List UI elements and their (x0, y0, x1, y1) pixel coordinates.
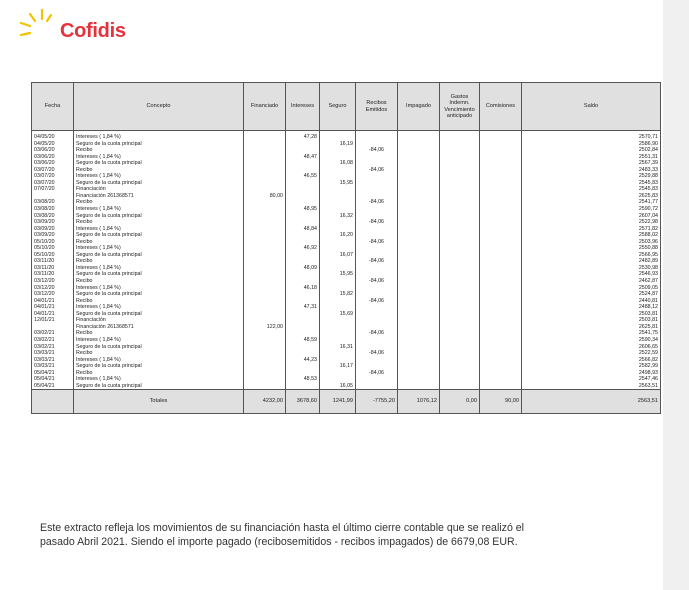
cell-saldo: 2529,88 (522, 173, 661, 180)
cell-saldo: 2522,59 (522, 350, 661, 357)
cell-saldo: 2530,98 (522, 265, 661, 272)
cell-recibos-emitidos: -84,06 (356, 350, 398, 357)
cell-saldo: 2607,04 (522, 213, 661, 220)
cell-fecha: 03/12/20 (32, 291, 74, 298)
cell-fecha: 03/06/20 (32, 147, 74, 154)
cell-concepto: Intereses ( 1,84 %) (74, 265, 244, 272)
cell-saldo: 2590,34 (522, 337, 661, 344)
cell-fecha: 04/05/20 (32, 131, 74, 141)
cell-fecha: 03/02/21 (32, 337, 74, 344)
cell-seguro (320, 131, 356, 141)
table-row (32, 383, 661, 390)
cell-concepto: Intereses ( 1,84 %) (74, 173, 244, 180)
cell-fecha: 03/07/20 (32, 173, 74, 180)
cell-concepto: Recibo (74, 167, 244, 174)
cell-concepto: Seguro de la cuota principal (74, 363, 244, 370)
cell-saldo: 2483,33 (522, 167, 661, 174)
cell-intereses: 46,18 (286, 285, 320, 292)
cell-intereses: 48,84 (286, 226, 320, 233)
cell-saldo: 2498,93 (522, 370, 661, 377)
cell-fecha: 03/12/20 (32, 278, 74, 285)
cell-concepto: Seguro de la cuota principal (74, 271, 244, 278)
cell-fecha: 04/05/20 (32, 141, 74, 148)
table-body (32, 131, 661, 390)
cell-concepto: Recibo (74, 278, 244, 285)
cell-gastos (440, 131, 480, 141)
cell-fecha: 04/01/21 (32, 311, 74, 318)
total-intereses: 3678,60 (286, 390, 320, 414)
cell-fecha: 03/08/20 (32, 199, 74, 206)
totals-row (32, 390, 661, 414)
cell-saldo: 2503,81 (522, 311, 661, 318)
cell-saldo: 2571,82 (522, 226, 661, 233)
cell-concepto: Recibo (74, 298, 244, 305)
cell-seguro: 15,82 (320, 291, 356, 298)
cell-concepto: Financiación 261368571 (74, 324, 244, 331)
cell-saldo: 2588,02 (522, 232, 661, 239)
cell-fecha: 03/12/20 (32, 285, 74, 292)
cell-saldo: 2488,12 (522, 304, 661, 311)
cell-saldo: 2545,83 (522, 180, 661, 187)
total-gastos: 0,00 (440, 390, 480, 414)
cell-concepto: Intereses ( 1,84 %) (74, 154, 244, 161)
cell-intereses: 44,23 (286, 357, 320, 364)
cell-fecha: 03/08/20 (32, 206, 74, 213)
cell-comisiones (480, 383, 522, 390)
totals-label: Totales (74, 390, 244, 414)
cell-fecha: 03/09/20 (32, 219, 74, 226)
cell-recibos-emitidos: -84,06 (356, 219, 398, 226)
cell-concepto: Recibo (74, 350, 244, 357)
cell-fecha: 03/08/20 (32, 213, 74, 220)
cell-concepto: Intereses ( 1,84 %) (74, 285, 244, 292)
statement-note-line-1: Este extracto refleja los movimientos de su financiación hasta el último cierre contable que se realizó el (40, 522, 525, 534)
cell-saldo: 2586,90 (522, 141, 661, 148)
cell-fecha: 12/01/21 (32, 317, 74, 324)
total-fecha (32, 390, 74, 414)
cell-fecha: 05/04/21 (32, 370, 74, 377)
column-header-fecha: Fecha (32, 83, 74, 131)
cell-concepto: Financiación (74, 317, 244, 324)
cell-concepto: Intereses ( 1,84 %) (74, 245, 244, 252)
cell-saldo: 2462,87 (522, 278, 661, 285)
cell-saldo: 2606,65 (522, 344, 661, 351)
total-comisiones: 90,00 (480, 390, 522, 414)
cell-saldo: 2509,05 (522, 285, 661, 292)
table-row (32, 131, 661, 141)
total-financiado: 4232,00 (244, 390, 286, 414)
cell-seguro: 16,08 (320, 160, 356, 167)
cell-saldo: 2566,82 (522, 357, 661, 364)
cell-impagado (398, 383, 440, 390)
cell-concepto: Recibo (74, 219, 244, 226)
cell-saldo: 2541,77 (522, 199, 661, 206)
cell-concepto: Recibo (74, 239, 244, 246)
cell-recibos-emitidos: -84,06 (356, 167, 398, 174)
cell-saldo: 2546,93 (522, 271, 661, 278)
cell-intereses: 46,92 (286, 245, 320, 252)
cell-comisiones (480, 131, 522, 141)
cell-fecha: 03/03/21 (32, 357, 74, 364)
cell-fecha: 05/10/20 (32, 239, 74, 246)
cell-saldo: 2590,72 (522, 206, 661, 213)
cell-fecha: 03/11/20 (32, 258, 74, 265)
column-header-comisiones: Comisiones (480, 83, 522, 131)
total-impagado: 1076,12 (398, 390, 440, 414)
cell-fecha: 03/11/20 (32, 265, 74, 272)
cell-fecha: 07/07/20 (32, 186, 74, 193)
cell-saldo: 2524,87 (522, 291, 661, 298)
cell-fecha: 03/07/20 (32, 180, 74, 187)
cell-fecha: 03/07/20 (32, 167, 74, 174)
cell-concepto: Recibo (74, 370, 244, 377)
cell-seguro: 16,31 (320, 344, 356, 351)
cell-seguro: 15,69 (320, 311, 356, 318)
cell-concepto: Intereses ( 1,84 %) (74, 131, 244, 141)
cell-fecha: 03/09/20 (32, 232, 74, 239)
cell-saldo: 2547,46 (522, 376, 661, 383)
statement-document (31, 82, 660, 506)
cell-concepto: Intereses ( 1,84 %) (74, 226, 244, 233)
column-header-concepto: Concepto (74, 83, 244, 131)
cell-seguro: 16,05 (320, 383, 356, 390)
cell-saldo: 2545,83 (522, 186, 661, 193)
cell-fecha: 03/03/21 (32, 363, 74, 370)
cell-concepto: Seguro de la cuota principal (74, 180, 244, 187)
cell-concepto: Financiación 261368571 (74, 193, 244, 200)
cell-fecha: 05/04/21 (32, 376, 74, 383)
cell-concepto: Seguro de la cuota principal (74, 213, 244, 220)
column-header-seguro: Seguro (320, 83, 356, 131)
cell-financiado (244, 131, 286, 141)
cell-concepto: Seguro de la cuota principal (74, 252, 244, 259)
total-saldo: 2563,51 (522, 390, 661, 414)
movements-table (31, 82, 661, 414)
cell-saldo: 2503,96 (522, 239, 661, 246)
cell-intereses: 47,28 (286, 131, 320, 141)
cell-recibos-emitidos: -84,06 (356, 147, 398, 154)
cell-seguro: 15,95 (320, 271, 356, 278)
cell-concepto: Intereses ( 1,84 %) (74, 304, 244, 311)
cell-saldo: 2582,99 (522, 363, 661, 370)
cell-saldo: 2625,83 (522, 193, 661, 200)
cell-concepto: Seguro de la cuota principal (74, 311, 244, 318)
cell-saldo: 2566,95 (522, 252, 661, 259)
cell-concepto: Seguro de la cuota principal (74, 291, 244, 298)
cell-seguro: 16,20 (320, 232, 356, 239)
cell-recibos-emitidos (356, 383, 398, 390)
cell-saldo: 2570,71 (522, 131, 661, 141)
cell-intereses: 48,47 (286, 154, 320, 161)
cell-impagado (398, 131, 440, 141)
cell-saldo: 2440,81 (522, 298, 661, 305)
cell-concepto: Intereses ( 1,84 %) (74, 337, 244, 344)
cell-fecha: 03/02/21 (32, 344, 74, 351)
column-header-saldo: Saldo (522, 83, 661, 131)
statement-note-line-2: pasado Abril 2021. Siendo el importe pagado (recibosemitidos - recibos impagados) de 6679,08 EUR. (40, 536, 518, 548)
cell-fecha: 03/02/21 (32, 330, 74, 337)
cell-intereses: 48,09 (286, 265, 320, 272)
cell-recibos-emitidos: -84,06 (356, 298, 398, 305)
cell-concepto: Recibo (74, 330, 244, 337)
column-header-intereses: Intereses (286, 83, 320, 131)
cell-concepto: Financiación (74, 186, 244, 193)
cell-fecha: 03/03/21 (32, 350, 74, 357)
total-seguro: 1241,99 (320, 390, 356, 414)
cell-fecha: 04/01/21 (32, 298, 74, 305)
column-header-financiado: Financiado (244, 83, 286, 131)
column-header-recibos-emitidos: Recibos Emitidos (356, 83, 398, 131)
cell-fecha: 04/01/21 (32, 304, 74, 311)
cell-fecha: 03/06/20 (32, 154, 74, 161)
cell-fecha: 05/10/20 (32, 245, 74, 252)
column-header-gastos: Gastos Indemn. Vencimiento anticipado (440, 83, 480, 131)
cell-recibos-emitidos: -84,06 (356, 258, 398, 265)
cell-saldo: 2503,81 (522, 317, 661, 324)
cell-saldo: 2502,84 (522, 147, 661, 154)
cell-concepto: Seguro de la cuota principal (74, 160, 244, 167)
cell-intereses (286, 383, 320, 390)
background-strip (663, 0, 689, 590)
cell-seguro: 16,19 (320, 141, 356, 148)
cell-saldo: 2522,98 (522, 219, 661, 226)
cell-fecha: 05/10/20 (32, 252, 74, 259)
cell-saldo: 2482,89 (522, 258, 661, 265)
cell-concepto: Recibo (74, 147, 244, 154)
cell-seguro: 16,07 (320, 252, 356, 259)
cell-recibos-emitidos: -84,06 (356, 370, 398, 377)
cell-saldo: 2625,81 (522, 324, 661, 331)
cell-fecha: 03/09/20 (32, 226, 74, 233)
cell-seguro: 16,32 (320, 213, 356, 220)
cell-concepto: Recibo (74, 199, 244, 206)
cell-intereses: 47,31 (286, 304, 320, 311)
cell-seguro: 15,95 (320, 180, 356, 187)
cell-recibos-emitidos (356, 131, 398, 141)
cell-seguro: 16,17 (320, 363, 356, 370)
cell-intereses: 46,55 (286, 173, 320, 180)
cell-concepto: Seguro de la cuota principal (74, 344, 244, 351)
cell-gastos (440, 383, 480, 390)
cell-recibos-emitidos: -84,06 (356, 199, 398, 206)
cell-concepto: Seguro de la cuota principal (74, 141, 244, 148)
cell-fecha: 05/04/21 (32, 383, 74, 390)
statement-note (40, 521, 620, 549)
cofidis-logo (18, 6, 138, 48)
cell-intereses: 48,59 (286, 337, 320, 344)
column-header-impagado: Impagado (398, 83, 440, 131)
table-header-row (32, 83, 661, 131)
cell-concepto: Seguro de la cuota principal (74, 383, 244, 390)
cell-concepto: Intereses ( 1,84 %) (74, 357, 244, 364)
cell-recibos-emitidos: -84,06 (356, 239, 398, 246)
cell-intereses: 48,95 (286, 206, 320, 213)
total-recibos-emitidos: -7755,20 (356, 390, 398, 414)
cell-concepto: Intereses ( 1,84 %) (74, 376, 244, 383)
cell-saldo: 2541,75 (522, 330, 661, 337)
cell-recibos-emitidos: -84,06 (356, 278, 398, 285)
cell-concepto: Intereses ( 1,84 %) (74, 206, 244, 213)
cell-saldo: 2563,51 (522, 383, 661, 390)
cell-saldo: 2551,31 (522, 154, 661, 161)
cell-saldo: 2567,39 (522, 160, 661, 167)
cell-financiado: 122,00 (244, 324, 286, 331)
logo-text: Cofidis (60, 20, 126, 42)
cell-intereses: 48,53 (286, 376, 320, 383)
cell-fecha: 03/11/20 (32, 271, 74, 278)
cell-financiado (244, 383, 286, 390)
cell-concepto: Recibo (74, 258, 244, 265)
cell-fecha: 03/06/20 (32, 160, 74, 167)
cell-saldo: 2550,88 (522, 245, 661, 252)
cell-recibos-emitidos: -84,06 (356, 330, 398, 337)
sun-rays-icon (18, 6, 58, 46)
cell-financiado: 80,00 (244, 193, 286, 200)
cell-concepto: Seguro de la cuota principal (74, 232, 244, 239)
